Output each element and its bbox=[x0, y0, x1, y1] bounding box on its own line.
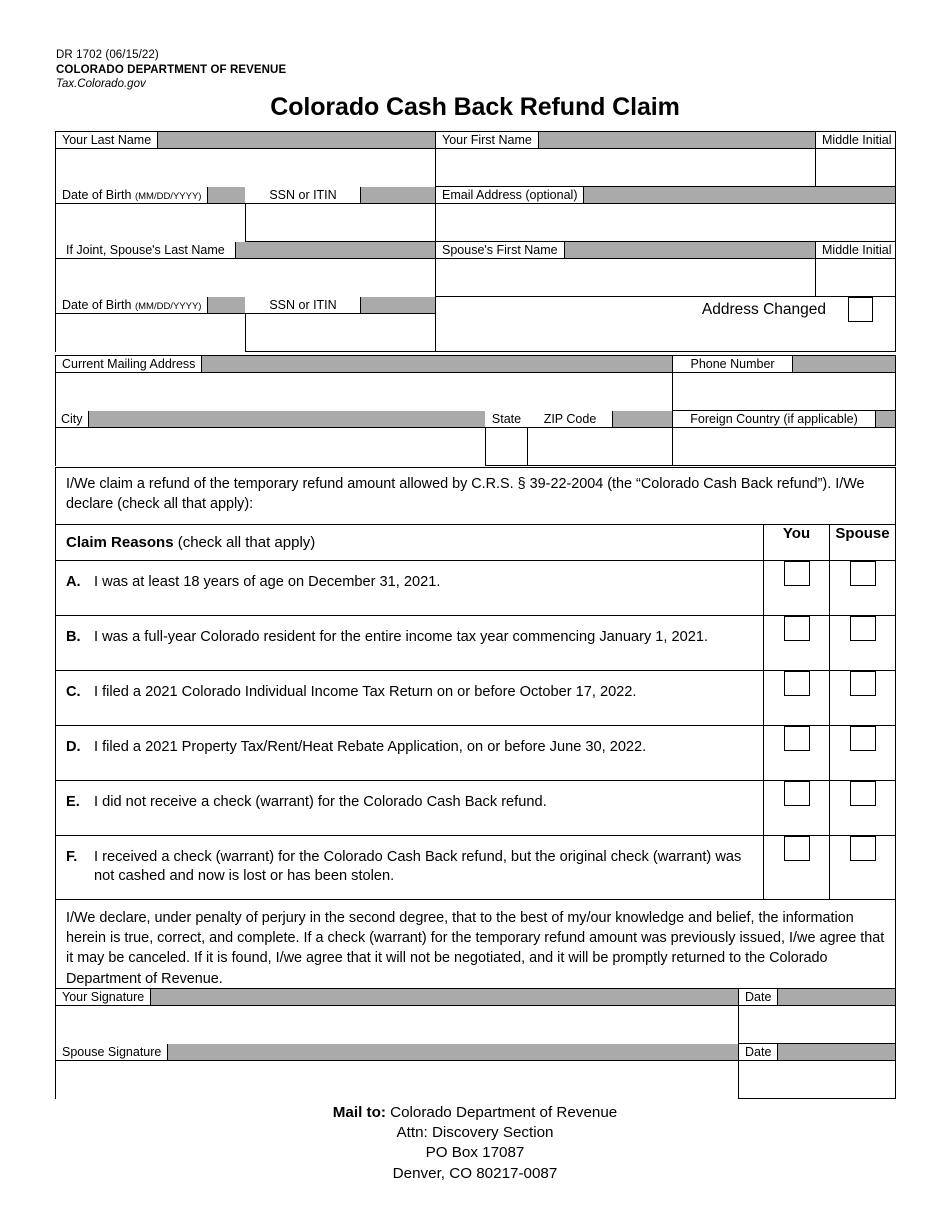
address-section bbox=[55, 355, 896, 466]
your-signature-row bbox=[56, 989, 896, 1044]
mailing-address-cell[interactable] bbox=[56, 356, 673, 411]
column-header-spouse: Spouse bbox=[830, 524, 896, 560]
mail-to-block bbox=[0, 1103, 950, 1184]
reason-f-letter: F. bbox=[66, 848, 78, 865]
reason-f-spouse-cell bbox=[830, 835, 896, 899]
table-row bbox=[56, 560, 896, 615]
masthead bbox=[56, 48, 286, 92]
column-header-you: You bbox=[764, 524, 830, 560]
reason-b-you-cell bbox=[764, 615, 830, 670]
reason-b-spouse-cell bbox=[830, 615, 896, 670]
identity-section bbox=[55, 131, 896, 352]
spouse-signature-cell[interactable] bbox=[56, 1044, 739, 1099]
reason-d-cell bbox=[56, 725, 764, 780]
page-title: Colorado Cash Back Refund Claim bbox=[270, 93, 680, 121]
spouse-dob-ssn-row bbox=[56, 297, 896, 352]
state-strip bbox=[486, 411, 527, 428]
your-signature-strip bbox=[56, 989, 738, 1006]
reason-a bbox=[56, 561, 763, 605]
email-strip bbox=[436, 187, 895, 204]
state-label: State bbox=[486, 411, 527, 427]
spouse-date-cell[interactable] bbox=[739, 1044, 896, 1099]
your-first-name-label: Your First Name bbox=[436, 132, 539, 148]
spouse-last-name-strip bbox=[56, 242, 435, 259]
your-ssn-cell[interactable] bbox=[246, 187, 436, 242]
reason-f-you-checkbox[interactable] bbox=[784, 836, 810, 861]
spouse-signature-row bbox=[56, 1044, 896, 1099]
reason-a-you-cell bbox=[764, 560, 830, 615]
reason-c-you-cell bbox=[764, 670, 830, 725]
reason-c-spouse-checkbox[interactable] bbox=[850, 671, 876, 696]
your-middle-initial-strip bbox=[816, 132, 895, 149]
claim-reasons-section bbox=[55, 467, 896, 1000]
reason-b-cell bbox=[56, 615, 764, 670]
reason-d bbox=[56, 726, 763, 770]
claim-reasons-header-row bbox=[56, 524, 896, 560]
mail-to-line-4: Denver, CO 80217-0087 bbox=[392, 1164, 558, 1182]
claim-reasons-heading-rest: (check all that apply) bbox=[173, 533, 316, 551]
reason-f-cell bbox=[56, 835, 764, 899]
zip-code-strip bbox=[528, 411, 672, 428]
table-row bbox=[56, 670, 896, 725]
spouse-date-strip bbox=[739, 1044, 895, 1061]
your-ssn-label: SSN or ITIN bbox=[246, 187, 361, 203]
reason-b-you-checkbox[interactable] bbox=[784, 616, 810, 641]
address-changed-cell bbox=[436, 297, 896, 352]
table-row bbox=[56, 780, 896, 835]
spouse-signature-label: Spouse Signature bbox=[56, 1044, 168, 1060]
reason-f bbox=[56, 836, 763, 899]
your-last-name-strip bbox=[56, 132, 435, 149]
reason-d-spouse-checkbox[interactable] bbox=[850, 726, 876, 751]
your-middle-initial-label: Middle Initial bbox=[816, 132, 895, 148]
your-dob-label: Date of Birth (MM/DD/YYYY) bbox=[56, 187, 208, 203]
your-middle-initial-cell[interactable] bbox=[816, 132, 896, 187]
your-first-name-cell[interactable] bbox=[436, 132, 816, 187]
reason-b-letter: B. bbox=[66, 628, 81, 645]
website-url: Tax.Colorado.gov bbox=[56, 78, 146, 91]
city-strip bbox=[56, 411, 485, 428]
spouse-date-label: Date bbox=[739, 1044, 778, 1060]
mail-to-prefix: Mail to: bbox=[332, 1104, 386, 1121]
city-cell[interactable] bbox=[56, 411, 486, 466]
spouse-last-name-label: If Joint, Spouse's Last Name bbox=[56, 242, 236, 258]
table-row bbox=[56, 725, 896, 780]
reason-c-letter: C. bbox=[66, 683, 81, 700]
spouse-dob-label: Date of Birth (MM/DD/YYYY) bbox=[56, 297, 208, 313]
mail-to-agency: Colorado Department of Revenue bbox=[385, 1104, 618, 1121]
spouse-last-name-cell[interactable] bbox=[56, 242, 436, 297]
mailing-address-label: Current Mailing Address bbox=[56, 356, 202, 372]
your-signature-label: Your Signature bbox=[56, 989, 151, 1005]
reason-b bbox=[56, 616, 763, 660]
reason-f-you-cell bbox=[764, 835, 830, 899]
taxpayer-name-row bbox=[56, 132, 896, 187]
table-row bbox=[56, 835, 896, 899]
spouse-middle-initial-strip bbox=[816, 242, 895, 259]
address-changed-group bbox=[436, 297, 895, 322]
spouse-ssn-strip bbox=[246, 297, 435, 314]
your-last-name-label: Your Last Name bbox=[56, 132, 158, 148]
perjury-row bbox=[56, 900, 896, 1000]
reason-a-letter: A. bbox=[66, 573, 81, 590]
reason-d-you-checkbox[interactable] bbox=[784, 726, 810, 751]
reason-e-text: I did not receive a check (warrant) for the Colorado Cash Back refund. bbox=[94, 793, 547, 810]
reason-c bbox=[56, 671, 763, 715]
mail-to-line-1 bbox=[0, 1103, 950, 1123]
your-signature-cell[interactable] bbox=[56, 989, 739, 1044]
spouse-first-name-strip bbox=[436, 242, 815, 259]
foreign-country-strip bbox=[673, 411, 895, 428]
signature-section bbox=[55, 988, 896, 1099]
reason-a-cell bbox=[56, 560, 764, 615]
phone-number-label: Phone Number bbox=[673, 356, 793, 372]
spouse-dob-strip bbox=[56, 297, 245, 314]
mailing-address-strip bbox=[56, 356, 672, 373]
reason-c-cell bbox=[56, 670, 764, 725]
reason-a-spouse-cell bbox=[830, 560, 896, 615]
reason-d-you-cell bbox=[764, 725, 830, 780]
foreign-country-label: Foreign Country (if applicable) bbox=[673, 411, 876, 427]
phone-number-strip bbox=[673, 356, 895, 373]
your-last-name-cell[interactable] bbox=[56, 132, 436, 187]
your-date-strip bbox=[739, 989, 895, 1006]
reason-a-you-checkbox[interactable] bbox=[784, 561, 810, 586]
reason-c-spouse-cell bbox=[830, 670, 896, 725]
spouse-dob-cell[interactable] bbox=[56, 297, 246, 352]
declaration-row bbox=[56, 468, 896, 525]
your-dob-strip bbox=[56, 187, 245, 204]
mail-to-line-2: Attn: Discovery Section bbox=[396, 1124, 554, 1142]
reason-e bbox=[56, 781, 763, 825]
spouse-ssn-cell[interactable] bbox=[246, 297, 436, 352]
declaration-cell bbox=[56, 468, 896, 525]
declaration-text: I/We claim a refund of the temporary refund amount allowed by C.R.S. § 39-22-2004 (the “Colorado Cash Back refund”). I/We declare (check all that apply): bbox=[66, 476, 865, 512]
reason-e-spouse-checkbox[interactable] bbox=[850, 781, 876, 806]
email-cell[interactable] bbox=[436, 187, 896, 242]
reason-d-text: I filed a 2021 Property Tax/Rent/Heat Rebate Application, on or before June 30, 2022. bbox=[94, 738, 647, 755]
email-label: Email Address (optional) bbox=[436, 187, 584, 203]
your-date-label: Date bbox=[739, 989, 778, 1005]
department-name: COLORADO DEPARTMENT OF REVENUE bbox=[56, 63, 287, 76]
form-number: DR 1702 (06/15/22) bbox=[56, 49, 159, 61]
reason-b-spouse-checkbox[interactable] bbox=[850, 616, 876, 641]
phone-number-cell[interactable] bbox=[673, 356, 896, 411]
your-first-name-strip bbox=[436, 132, 815, 149]
spouse-middle-initial-cell[interactable] bbox=[816, 242, 896, 297]
mailing-address-row bbox=[56, 356, 896, 411]
foreign-country-cell[interactable] bbox=[673, 411, 896, 466]
zip-code-label: ZIP Code bbox=[528, 411, 613, 427]
spouse-first-name-label: Spouse's First Name bbox=[436, 242, 565, 258]
spouse-middle-initial-label: Middle Initial bbox=[816, 242, 895, 258]
spouse-first-name-cell[interactable] bbox=[436, 242, 816, 297]
claim-reasons-heading bbox=[56, 525, 763, 560]
spouse-ssn-label: SSN or ITIN bbox=[246, 297, 361, 313]
state-cell[interactable] bbox=[486, 411, 528, 466]
your-date-cell[interactable] bbox=[739, 989, 896, 1044]
reason-f-text: I received a check (warrant) for the Colorado Cash Back refund, but the original check (warrant) was not cashed and now is lost or has been stolen. bbox=[94, 848, 742, 885]
reason-c-you-checkbox[interactable] bbox=[784, 671, 810, 696]
reason-e-you-cell bbox=[764, 780, 830, 835]
perjury-text: I/We declare, under penalty of perjury in the second degree, that to the best of my/our knowledge and belief, the information herein is true, correct, and complete. If a check (warrant) for the temporary refund amount was previously issued, I/we agree that it may be canceled. If it is found, I/we agree that it will not be negotiated, and it will be promptly returned to the Colorado Department of Revenue. bbox=[66, 910, 885, 987]
address-changed-checkbox[interactable] bbox=[848, 297, 873, 322]
claim-reasons-heading-cell bbox=[56, 524, 764, 560]
mail-to-line-3: PO Box 17087 bbox=[425, 1144, 525, 1162]
table-row bbox=[56, 615, 896, 670]
reason-b-text: I was a full-year Colorado resident for the entire income tax year commencing January 1, 2021. bbox=[94, 628, 709, 645]
reason-f-spouse-checkbox[interactable] bbox=[850, 836, 876, 861]
reason-a-text: I was at least 18 years of age on December 31, 2021. bbox=[94, 573, 441, 590]
spouse-name-row bbox=[56, 242, 896, 297]
perjury-cell bbox=[56, 900, 896, 1000]
spouse-signature-strip bbox=[56, 1044, 738, 1061]
reason-d-spouse-cell bbox=[830, 725, 896, 780]
reason-c-text: I filed a 2021 Colorado Individual Income Tax Return on or before October 17, 2022. bbox=[94, 683, 637, 700]
reason-e-you-checkbox[interactable] bbox=[784, 781, 810, 806]
zip-code-cell[interactable] bbox=[528, 411, 673, 466]
your-ssn-strip bbox=[246, 187, 435, 204]
reason-a-spouse-checkbox[interactable] bbox=[850, 561, 876, 586]
reason-d-letter: D. bbox=[66, 738, 81, 755]
reason-e-letter: E. bbox=[66, 793, 80, 810]
city-label: City bbox=[56, 411, 89, 427]
reason-e-cell bbox=[56, 780, 764, 835]
city-state-zip-row bbox=[56, 411, 896, 466]
taxpayer-dob-ssn-row bbox=[56, 187, 896, 242]
claim-reasons-heading-bold: Claim Reasons bbox=[66, 533, 174, 551]
reason-e-spouse-cell bbox=[830, 780, 896, 835]
your-dob-cell[interactable] bbox=[56, 187, 246, 242]
address-changed-label: Address Changed bbox=[701, 300, 826, 318]
